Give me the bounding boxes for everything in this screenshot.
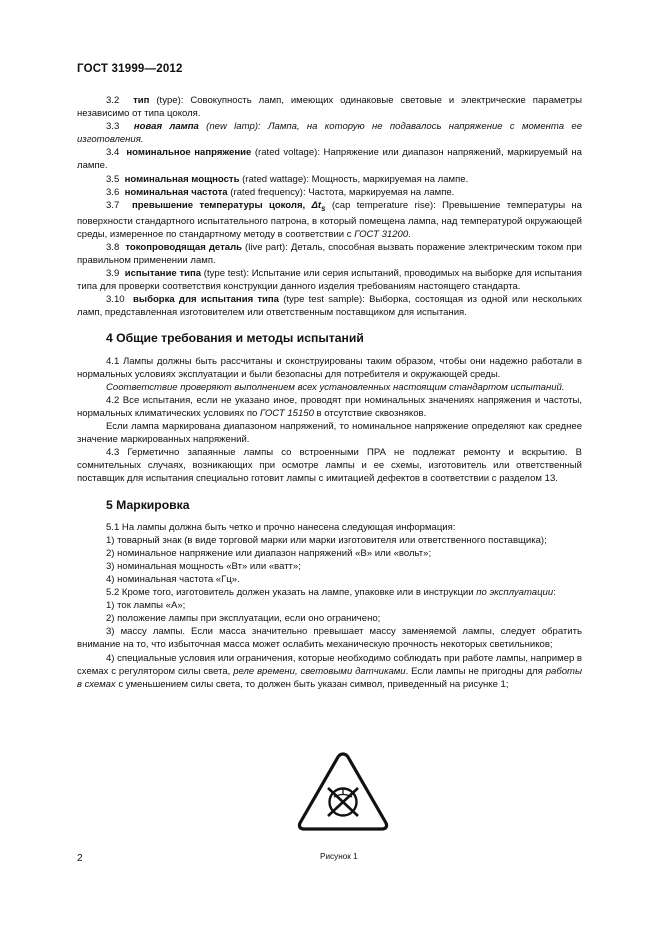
- list-item: 4) номинальная частота «Гц».: [106, 574, 240, 585]
- term-3-10: 3.10 выборка для испытания типа (type test sample): Выборка, состоящая из одной или нескольких ламп, представленная изготовителем или ответственным поставщиком для испытания.: [77, 294, 582, 319]
- para-4-2-extra: Если лампа маркирована диапазоном напряжений, то номинальное напряжение определяют как среднее значение маркированных напряжений.: [77, 421, 582, 446]
- list-item: 1) ток лампы «А»;: [106, 600, 186, 612]
- list-item: 3) номинальная мощность «Вт» или «ватт»;: [106, 560, 301, 572]
- term-3-5: 3.5 номинальная мощность (rated wattage): Мощность, маркируемая на лампе.: [106, 173, 469, 185]
- section-4-heading: 4 Общие требования и методы испытаний: [106, 330, 364, 345]
- document-header: ГОСТ 31999—2012: [77, 63, 183, 75]
- term-3-4: 3.4 номинальное напряжение (rated voltage): Напряжение или диапазон напряжений, маркируемый на лампе.: [77, 147, 582, 172]
- list-item: 3) массу лампы. Если масса значительно превышает массу заменяемой лампы, следует обратить внимание на то, что избыточная масса может ослабить механическую прочность некоторых светильников;: [77, 626, 582, 651]
- para-4-1-compliance: Соответствие проверяют выполнением всех установленных настоящим стандартом испытаний.: [106, 381, 565, 393]
- para-4-1: 4.1 Лампы должны быть рассчитаны и сконструированы таким образом, чтобы они надежно работали в нормальных условиях эксплуатации и были безопасны для потребителя и окружающей среды.: [77, 355, 582, 380]
- list-item: 4) специальные условия или ограничения, которые необходимо соблюдать при работе лампы, например в схемах с регулятором силы света, реле времени, световыми датчиками. Если лампы не пригодны для работы в схемах с уменьшением силы света, то должен быть указан символ, приведенный на рисунке 1;: [77, 652, 582, 690]
- list-item: 1) товарный знак (в виде торговой марки или марки изготовителя или ответственного поставщика);: [106, 534, 547, 546]
- para-4-3: 4.3 Герметично запаянные лампы со встроенными ПРА не подлежат ремонту и вскрытию. В сомнительных случаях, возникающих при осмотре лампы и ее схемы, изготовитель или ответственный поставщик для испытания специально готовит лампы с имитацией дефектов в соответствии с разделом 13.: [77, 447, 582, 485]
- no-dimming-symbol-icon: [296, 752, 390, 832]
- term-3-8: 3.8 токопроводящая деталь (live part): Деталь, способная вызвать поражение электрическим током при правильном применении ламп.: [77, 241, 583, 267]
- term-3-2: 3.2 тип (type): Совокупность ламп, имеющих одинаковые световые и электрические параметры независимо от типа цоколя.: [77, 95, 582, 120]
- list-item: 2) положение лампы при эксплуатации, если оно ограничено;: [106, 613, 381, 625]
- term-3-3: 3.3 новая лампа (new lamp): Лампа, на которую не подавалось напряжение с момента ее изготовления.: [77, 121, 582, 146]
- page-number: 2: [77, 853, 83, 864]
- list-item: 2) номинальное напряжение или диапазон напряжений «В» или «вольт»;: [106, 547, 432, 559]
- section-5-heading: 5 Маркировка: [106, 497, 190, 512]
- term-3-9: 3.9 испытание типа (type test): Испытание или серия испытаний, проводимых на выборке для испытания типа для проверки соответствия конструкции данного изделия требованиям настоящего стандарта.: [77, 268, 582, 293]
- term-3-6: 3.6 номинальная частота (rated frequency): Частота, маркируемая на лампе.: [106, 186, 455, 198]
- term-3-7: 3.7 превышение температуры цоколя, $\Delta t_s$ (cap temperature rise): Превышение температуры на поверхности стандартного испытательного патрона, в который помещена лампа, над температурой окружающей среды, измеренное по стандартному методу в соответствии с ГОСТ 31200.: [77, 199, 582, 240]
- document-body: [77, 94, 582, 691]
- figure-caption: Рисунок 1: [320, 852, 358, 861]
- para-5-2: 5.2 Кроме того, изготовитель должен указать на лампе, упаковке или в инструкции по эксплуатации:: [106, 587, 556, 599]
- para-5-1: 5.1 На лампы должна быть четко и прочно нанесена следующая информация:: [106, 521, 456, 533]
- para-4-2: 4.2 Все испытания, если не указано иное, проводят при номинальных значениях напряжения и частоты, нормальных климатических условиях по ГОСТ 15150 в отсутствие сквозняков.: [77, 394, 582, 419]
